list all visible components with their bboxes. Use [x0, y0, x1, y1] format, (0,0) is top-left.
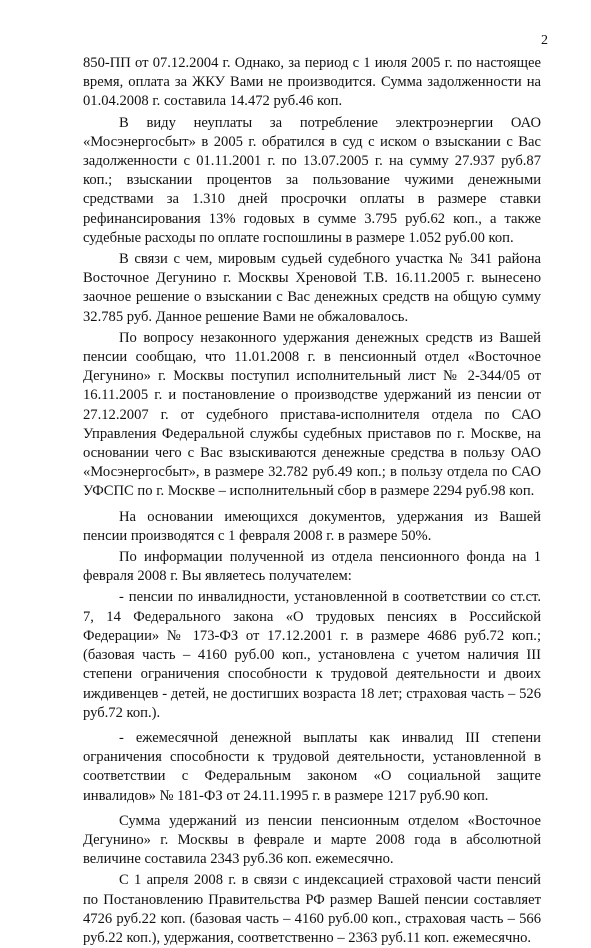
paragraph-court-decision: В связи с чем, мировым судьей судебного участка № 341 района Восточное Дегунино г. Москвы Хреновой Т.В. 16.11.2005 г. вынесено заочное решение о взыскании с Вас денежных средств на общую сумму 32.785 руб. Данное решение Вами не обжаловалось.	[83, 251, 541, 325]
paragraph-indexation: С 1 апреля 2008 г. в связи с индексацией страховой части пенсий по Постановлению Правительства РФ размер Вашей пенсии составляет 4726 руб.22 коп. (базовая часть – 4160 руб.00 коп., страховая часть – 566 руб.22 коп.), удержания, соответственно – 2363 руб.11 коп. ежемесячно.	[83, 872, 541, 946]
paragraph-disability-pension: - пенсии по инвалидности, установленной в соответствии со ст.ст. 7, 14 Федерального закона «О трудовых пенсиях в Российской Федерации» № 173-ФЗ от 17.12.2001 г. в размере 4686 руб.72 коп.; (базовая часть – 4160 руб.00 коп., установлена с учетом наличия III степени ограничения способности к трудовой деятельности и двоих иждивенцев - детей, не достигших возраста 18 лет; страховая часть – 526 руб.72 коп.).	[83, 589, 541, 721]
paragraph-deduction-amount: Сумма удержаний из пенсии пенсионным отделом «Восточное Дегунино» г. Москвы в феврале и марте 2008 года в абсолютной величине составила 2343 руб.36 коп. ежемесячно.	[83, 812, 541, 868]
paragraph-pension-deduction: По вопросу незаконного удержания денежных средств из Вашей пенсии сообщаю, что 11.01.2008 г. в пенсионный отдел «Восточное Дегунино» г. Москвы поступил исполнительный лист № 2-344/05 от 16.11.2005 г. и постановление о производстве удержаний из пенсии от 27.12.2007 г. от судебного пристава-исполнителя отдела по САО Управления Федеральной службы судебных приставов по г. Москве, на основании чего с Вас взыскиваются денежные средства в пользу ОАО «Мосэнергосбыт», в размере 32.782 руб.49 коп.; в пользу отдела по САО УФСПС по г. Москве – исполнительный сбор в размере 2294 руб.98 коп.	[83, 329, 541, 500]
paragraph-monthly-payment: - ежемесячной денежной выплаты как инвалид III степени ограничения способности к трудовой деятельности, установленной в соответствии с Федеральным законом «О социальной защите инвалидов» № 181-ФЗ от 24.11.1995 г. в размере 1217 руб.90 коп.	[83, 729, 541, 804]
paragraph-deduction-rate: На основании имеющихся документов, удержания из Вашей пенсии производятся с 1 февраля 2008 г. в размере 50%.	[83, 508, 541, 544]
paragraph-pension-info: По информации полученной из отдела пенсионного фонда на 1 февраля 2008 г. Вы являетесь получателем:	[83, 549, 541, 585]
paragraph-debt-housing: 850-ПП от 07.12.2004 г. Однако, за период с 1 июля 2005 г. по настоящее время, оплата за ЖКУ Вами не производится. Сумма задолженности на 01.04.2008 г. составила 14.472 руб.46 коп.	[83, 55, 541, 110]
letter-body	[83, 54, 541, 948]
page-number: 2	[541, 33, 548, 48]
paragraph-electricity-claim: В виду неуплаты за потребление электроэнергии ОАО «Мосэнергосбыт» в 2005 г. обратился в суд с иском о взыскании с Вас задолженности с 01.11.2001 г. по 13.07.2005 г. на сумму 27.937 руб.87 коп.; взыскании процентов за пользование чужими денежными средствами за 1.310 дней просрочки оплаты в размере ставки рефинансирования 13% годовых в сумме 3.795 руб.62 коп., а также судебные расходы по оплате госпошлины в размере 1.052 руб.00 коп.	[83, 114, 541, 246]
